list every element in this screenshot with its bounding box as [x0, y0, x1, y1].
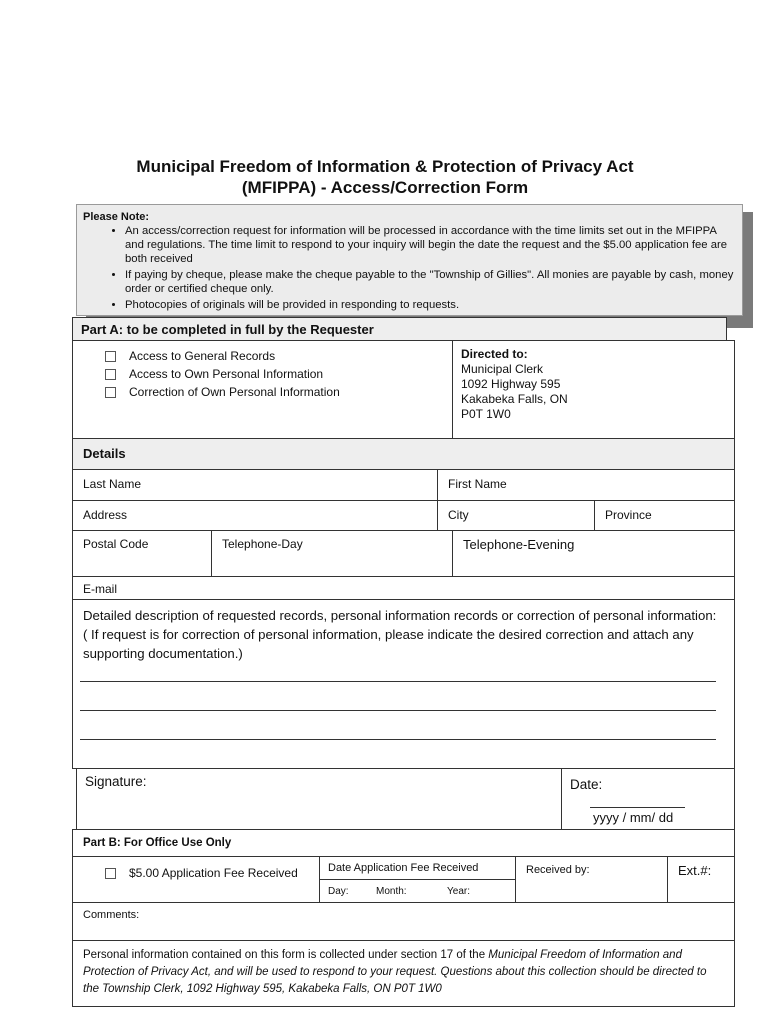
address-field[interactable]: Address: [72, 500, 438, 531]
description-line-2: [80, 710, 716, 711]
option-correction[interactable]: Correction of Own Personal Information: [105, 383, 452, 401]
directed-to-label: Directed to:: [461, 347, 528, 361]
month-label: Month:: [376, 886, 407, 897]
fee-received-option[interactable]: $5.00 Application Fee Received: [105, 866, 298, 880]
description-field[interactable]: [72, 599, 735, 769]
date-fee-received-field[interactable]: [319, 879, 516, 903]
note-bullet-2: • If paying by cheque, please make the cheque payable to the "Township of Gillies". All monies are payable by cash, money order or certified cheque only.: [125, 268, 734, 296]
privacy-notice: [72, 940, 735, 1007]
note-bullet-3: • Photocopies of originals will be provided in responding to requests.: [125, 298, 734, 312]
description-line-3: [80, 739, 716, 740]
details-heading: Details: [72, 438, 735, 470]
telephone-day-field[interactable]: Telephone-Day: [211, 530, 453, 577]
checkbox-icon[interactable]: [105, 351, 116, 362]
year-label: Year:: [447, 886, 470, 897]
note-heading: Please Note:: [83, 211, 150, 223]
day-label: Day:: [328, 886, 349, 897]
date-fee-received-label: Date Application Fee Received: [319, 856, 516, 880]
last-name-field[interactable]: Last Name: [72, 469, 438, 501]
note-box: [76, 204, 743, 316]
ext-field[interactable]: Ext.#:: [667, 856, 735, 903]
date-format: yyyy / mm/ dd: [593, 810, 674, 825]
directed-line-1: Municipal Clerk: [461, 362, 544, 376]
option-general-records[interactable]: Access to General Records: [105, 347, 452, 365]
received-by-field[interactable]: Received by:: [515, 856, 668, 903]
checkbox-icon[interactable]: [105, 387, 116, 398]
request-type-options: [72, 340, 453, 439]
form-title-line2: (MFIPPA) - Access/Correction Form: [241, 178, 529, 197]
comments-field[interactable]: Comments:: [72, 902, 735, 941]
email-field[interactable]: E-mail: [72, 576, 735, 600]
telephone-evening-field[interactable]: Telephone-Evening: [452, 530, 735, 577]
directed-to-box: [452, 340, 735, 439]
signature-field[interactable]: Signature:: [76, 768, 562, 830]
checkbox-icon[interactable]: [105, 369, 116, 380]
form-title-line1: Municipal Freedom of Information & Protection of Privacy Act: [136, 157, 634, 176]
date-line: [590, 807, 685, 808]
postal-code-field[interactable]: Postal Code: [72, 530, 212, 577]
part-a-heading: Part A: to be completed in full by the Requester: [72, 317, 727, 341]
first-name-field[interactable]: First Name: [437, 469, 735, 501]
note-bullet-1: • An access/correction request for information will be processed in accordance with the time limits set out in the MFIPPA and regulations. The time limit to respond to your inquiry will begin the date the request and the $5.00 application fee are both received: [125, 224, 734, 266]
date-label: Date:: [570, 777, 603, 792]
option-own-personal-info[interactable]: Access to Own Personal Information: [105, 365, 452, 383]
fee-received-box: [72, 856, 320, 903]
privacy-notice-text: Personal information contained on this form is collected under section 17 of the: [83, 949, 489, 961]
city-field[interactable]: City: [437, 500, 595, 531]
province-field[interactable]: Province: [594, 500, 735, 531]
checkbox-icon[interactable]: [105, 868, 116, 879]
directed-line-3: Kakabeka Falls, ON: [461, 392, 568, 406]
part-b-heading: Part B: For Office Use Only: [72, 829, 735, 857]
description-instructions: Detailed description of requested records, personal information records or correction of personal information: ( If request is for correction of personal information, please indicate the desired correction and attach any supporting documentation.): [83, 608, 717, 661]
description-line-1: [80, 681, 716, 682]
privacy-notice-italic: Municipal Freedom of Information and Protection of Privacy Act, and will be used to respond to your request. Questions about this collection should be directed to the Township Clerk, 1092 Highway 595, Kakabeka Falls, ON P0T 1W0: [83, 949, 707, 995]
directed-line-4: P0T 1W0: [461, 407, 511, 421]
directed-line-2: 1092 Highway 595: [461, 377, 561, 391]
